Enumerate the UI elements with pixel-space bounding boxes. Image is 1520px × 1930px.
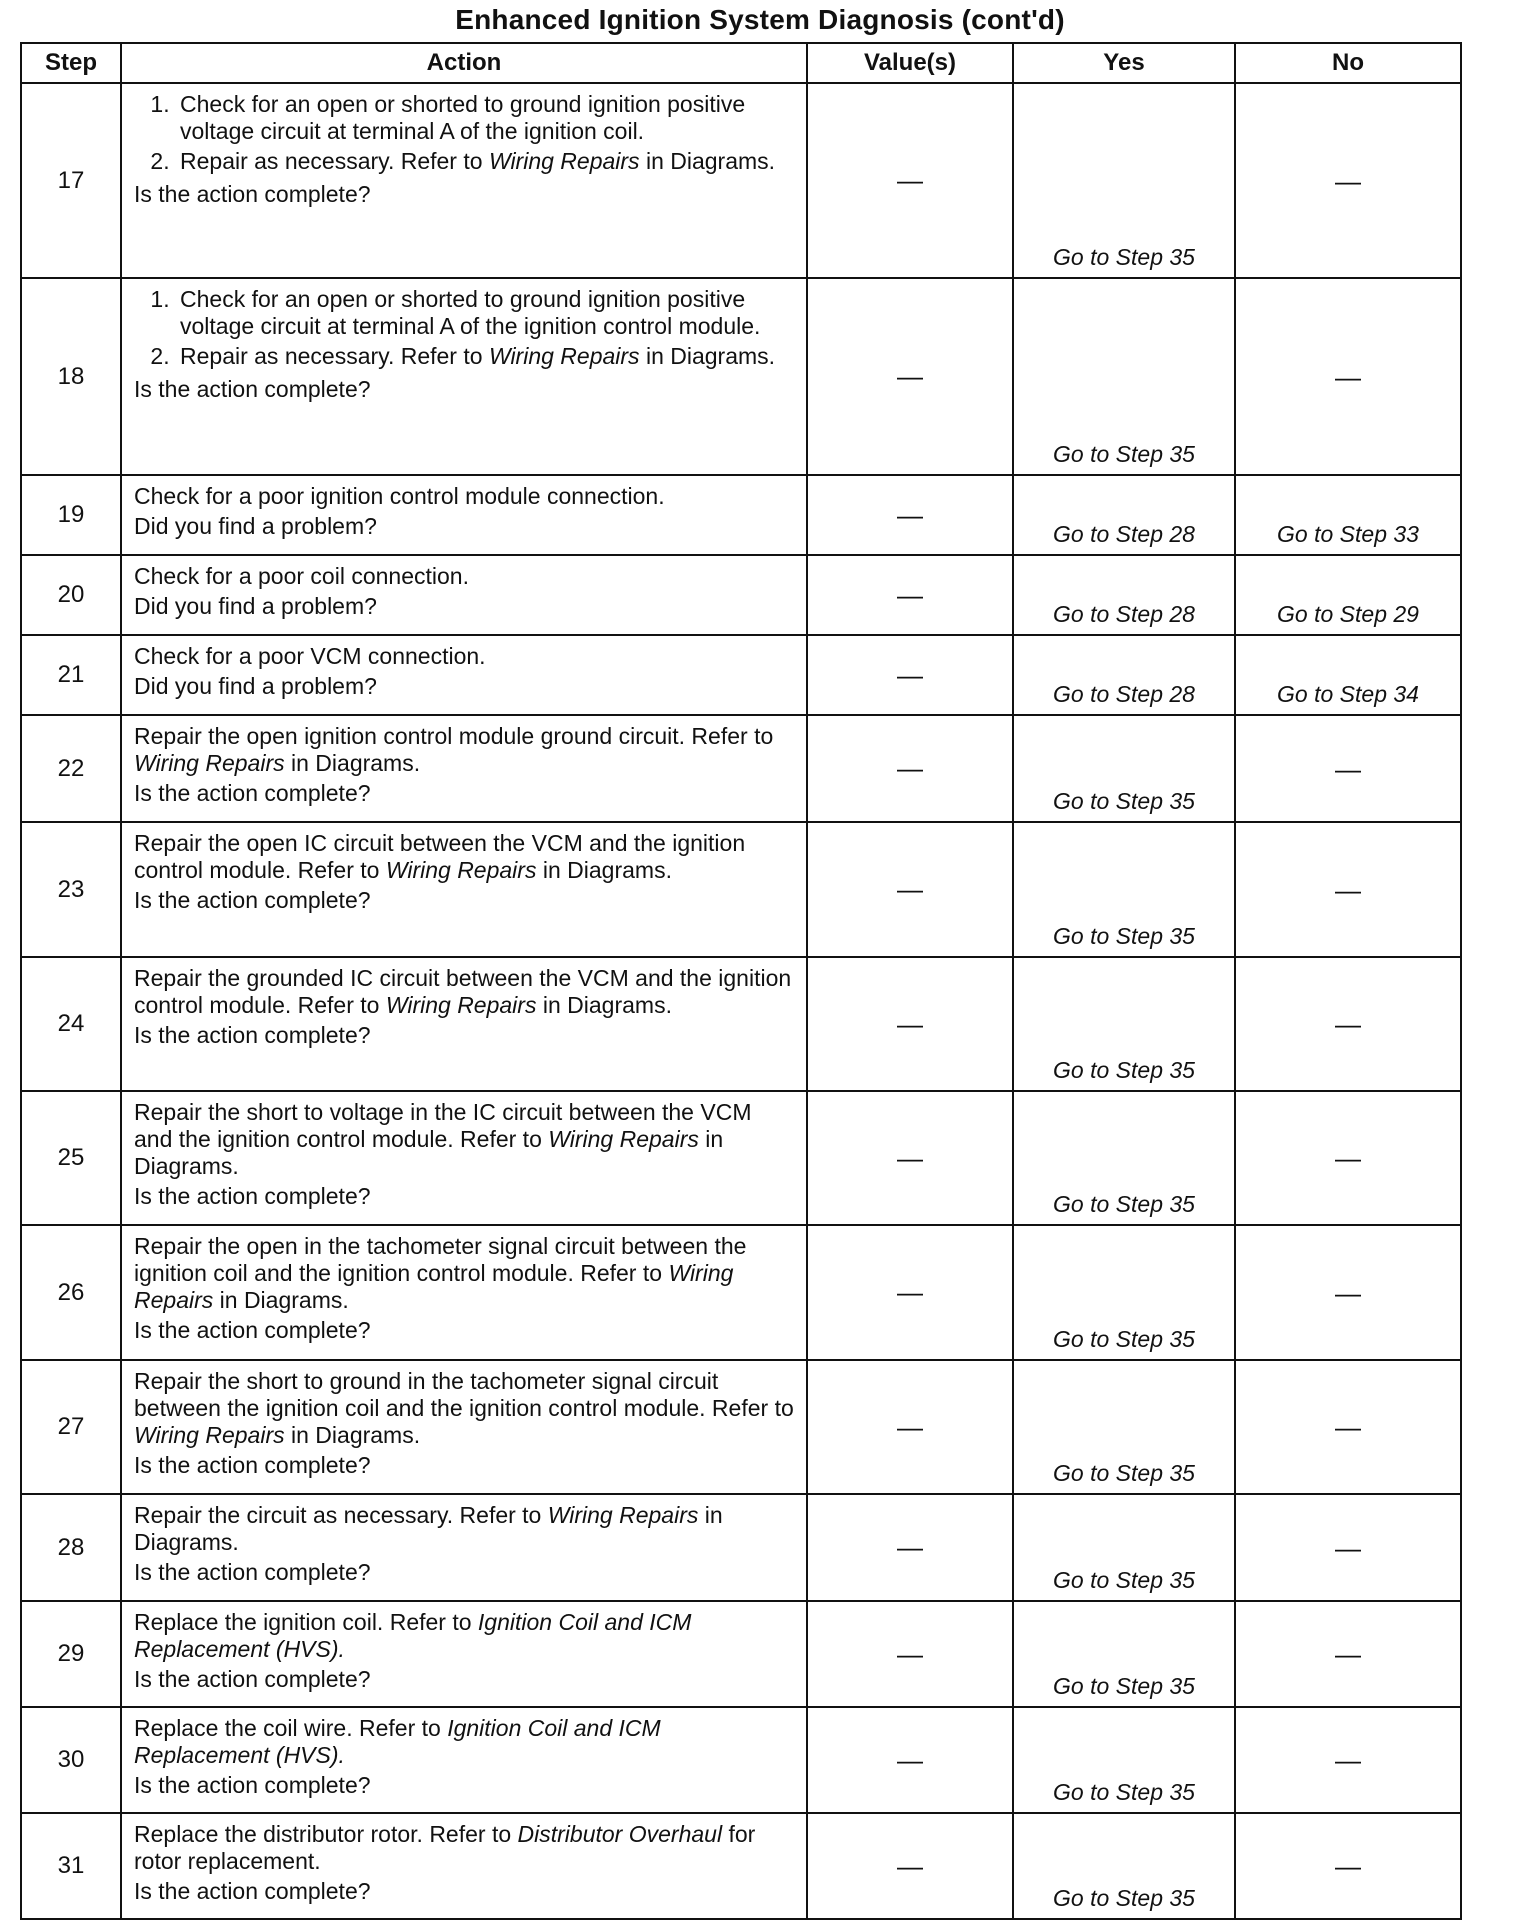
action-step-item [176, 286, 796, 340]
action-cell [121, 715, 807, 822]
action-cell [121, 1091, 807, 1225]
no-cell: — [1235, 957, 1461, 1091]
action-text [134, 723, 796, 777]
reference-link[interactable]: Wiring Repairs [547, 1502, 699, 1528]
action-text: Check for a poor coil connection. [134, 563, 469, 589]
table-row [21, 957, 1461, 1091]
action-text-part: in Diagrams. [284, 1422, 421, 1448]
action-text-part: Replace the coil wire. Refer to [134, 1715, 448, 1741]
table-row [21, 635, 1461, 715]
reference-link[interactable]: Wiring Repairs [134, 1260, 734, 1313]
step-number: 30 [21, 1707, 121, 1813]
no-cell: Go to Step 33 [1235, 475, 1461, 555]
value-cell: — [807, 1707, 1013, 1813]
yes-cell: Go to Step 28 [1013, 475, 1235, 555]
action-step-text: Repair as necessary. Refer to [180, 148, 489, 174]
yes-cell: Go to Step 35 [1013, 1601, 1235, 1707]
yes-cell: Go to Step 35 [1013, 822, 1235, 957]
step-number: 29 [21, 1601, 121, 1707]
no-cell: — [1235, 715, 1461, 822]
value-cell: — [807, 1225, 1013, 1360]
action-question: Is the action complete? [134, 1772, 371, 1798]
yes-cell: Go to Step 35 [1013, 1813, 1235, 1919]
step-number: 28 [21, 1494, 121, 1601]
action-cell [121, 1494, 807, 1601]
table-row [21, 278, 1461, 475]
action-text-part: Repair the open IC circuit between the VCM and the ignition control module. Refer to [134, 830, 746, 883]
value-cell: — [807, 957, 1013, 1091]
action-step-item [176, 148, 796, 175]
table-row [21, 822, 1461, 957]
no-cell: — [1235, 83, 1461, 278]
action-step-text: Check for an open or shorted to ground ignition positive voltage circuit at terminal A of the ignition control module. [180, 286, 761, 339]
reference-link[interactable]: Ignition Coil and ICM Replacement (HVS). [134, 1715, 661, 1768]
action-question: Did you find a problem? [134, 513, 377, 539]
yes-cell: Go to Step 35 [1013, 83, 1235, 278]
value-cell: — [807, 278, 1013, 475]
no-cell: Go to Step 34 [1235, 635, 1461, 715]
action-text [134, 1099, 796, 1180]
table-row [21, 83, 1461, 278]
value-cell: — [807, 1494, 1013, 1601]
header-row [21, 43, 1461, 83]
step-number: 18 [21, 278, 121, 475]
yes-cell: Go to Step 35 [1013, 1091, 1235, 1225]
action-text-part: in Diagrams. [134, 1502, 723, 1555]
action-text-part: Repair the circuit as necessary. Refer to [134, 1502, 548, 1528]
no-cell: — [1235, 1225, 1461, 1360]
action-question: Is the action complete? [134, 181, 371, 207]
action-step-text: in Diagrams. [639, 148, 776, 174]
value-cell: — [807, 1601, 1013, 1707]
header-values: Value(s) [807, 43, 1013, 83]
action-text [134, 965, 796, 1019]
action-cell [121, 1707, 807, 1813]
header-action: Action [121, 43, 807, 83]
action-text [134, 1233, 796, 1314]
table-row [21, 1360, 1461, 1494]
action-text [134, 1502, 796, 1556]
no-cell: — [1235, 1360, 1461, 1494]
no-cell: — [1235, 1091, 1461, 1225]
value-cell: — [807, 1813, 1013, 1919]
yes-cell: Go to Step 35 [1013, 1225, 1235, 1360]
table-row [21, 555, 1461, 635]
action-text [134, 830, 796, 884]
action-question: Is the action complete? [134, 1183, 371, 1209]
step-number: 24 [21, 957, 121, 1091]
action-question: Is the action complete? [134, 1022, 371, 1048]
reference-link[interactable]: Wiring Repairs [548, 1126, 699, 1152]
action-cell [121, 83, 807, 278]
step-number: 19 [21, 475, 121, 555]
action-step-text: in Diagrams. [639, 343, 776, 369]
table-row [21, 1601, 1461, 1707]
value-cell: — [807, 1091, 1013, 1225]
action-cell [121, 1601, 807, 1707]
reference-link[interactable]: Wiring Repairs [488, 148, 640, 174]
yes-cell: Go to Step 35 [1013, 715, 1235, 822]
action-step-item [176, 91, 796, 145]
action-question: Is the action complete? [134, 1452, 371, 1478]
action-step-text: Check for an open or shorted to ground ignition positive voltage circuit at terminal A of the ignition coil. [180, 91, 746, 144]
action-step-item [176, 343, 796, 370]
action-question: Did you find a problem? [134, 593, 377, 619]
step-number: 27 [21, 1360, 121, 1494]
step-number: 20 [21, 555, 121, 635]
action-question: Did you find a problem? [134, 673, 377, 699]
action-text [134, 1715, 796, 1769]
action-question: Is the action complete? [134, 1559, 371, 1585]
action-question: Is the action complete? [134, 887, 371, 913]
no-cell: — [1235, 822, 1461, 957]
action-cell [121, 475, 807, 555]
action-steps [134, 286, 796, 370]
action-text-part: Repair the grounded IC circuit between the VCM and the ignition control module. Refer to [134, 965, 792, 1018]
action-text-part: in Diagrams. [134, 1126, 724, 1179]
reference-link[interactable]: Ignition Coil and ICM Replacement (HVS). [134, 1609, 692, 1662]
step-number: 31 [21, 1813, 121, 1919]
yes-cell: Go to Step 28 [1013, 635, 1235, 715]
table-row [21, 1707, 1461, 1813]
step-number: 23 [21, 822, 121, 957]
action-text-part: Repair the open ignition control module ground circuit. Refer to [134, 723, 774, 749]
action-text-part: in Diagrams. [213, 1287, 349, 1313]
yes-cell: Go to Step 28 [1013, 555, 1235, 635]
no-cell: — [1235, 1601, 1461, 1707]
action-cell [121, 555, 807, 635]
table-row [21, 715, 1461, 822]
action-cell [121, 278, 807, 475]
value-cell: — [807, 635, 1013, 715]
action-text-part: Replace the ignition coil. Refer to [134, 1609, 478, 1635]
action-steps [134, 91, 796, 175]
action-text-part: in Diagrams. [284, 750, 421, 776]
reference-link[interactable]: Wiring Repairs [134, 1422, 285, 1448]
action-text-part: Repair the short to ground in the tachometer signal circuit between the ignition coil and the ignition control module. Refer to [134, 1368, 794, 1421]
value-cell: — [807, 1360, 1013, 1494]
table-row [21, 1494, 1461, 1601]
table-row [21, 475, 1461, 555]
action-cell [121, 635, 807, 715]
action-text-part: Repair the open in the tachometer signal circuit between the ignition coil and the ignition control module. Refer to [134, 1233, 747, 1286]
action-text-part: in Diagrams. [536, 857, 672, 883]
step-number: 22 [21, 715, 121, 822]
action-cell [121, 1813, 807, 1919]
action-text [134, 1609, 796, 1663]
no-cell: Go to Step 29 [1235, 555, 1461, 635]
action-cell [121, 822, 807, 957]
action-question: Is the action complete? [134, 1878, 371, 1904]
value-cell: — [807, 475, 1013, 555]
step-number: 17 [21, 83, 121, 278]
action-text: Check for a poor ignition control module connection. [134, 483, 665, 509]
action-question: Is the action complete? [134, 780, 371, 806]
action-text-part: Replace the distributor rotor. Refer to [134, 1821, 518, 1847]
yes-cell: Go to Step 35 [1013, 1707, 1235, 1813]
step-number: 25 [21, 1091, 121, 1225]
action-text-part: Repair the short to voltage in the IC circuit between the VCM and the ignition control module. Refer to [134, 1099, 752, 1152]
diagnosis-table [20, 42, 1462, 1920]
table-row [21, 1813, 1461, 1919]
no-cell: — [1235, 1494, 1461, 1601]
action-cell [121, 957, 807, 1091]
action-text-part: for rotor replacement. [134, 1821, 756, 1874]
value-cell: — [807, 555, 1013, 635]
action-text [134, 1368, 796, 1449]
yes-cell: Go to Step 35 [1013, 1494, 1235, 1601]
page-title: Enhanced Ignition System Diagnosis (cont'd) [455, 4, 1065, 35]
reference-link[interactable]: Wiring Repairs [134, 750, 285, 776]
no-cell: — [1235, 1813, 1461, 1919]
yes-cell: Go to Step 35 [1013, 1360, 1235, 1494]
action-text [134, 1821, 796, 1875]
action-text-part: in Diagrams. [536, 992, 672, 1018]
action-question: Is the action complete? [134, 1666, 371, 1692]
action-text: Check for a poor VCM connection. [134, 643, 486, 669]
header-yes: Yes [1013, 43, 1235, 83]
reference-link[interactable]: Wiring Repairs [385, 992, 537, 1018]
action-question: Is the action complete? [134, 376, 371, 402]
yes-cell: Go to Step 35 [1013, 957, 1235, 1091]
table-row [21, 1091, 1461, 1225]
table-row [21, 1225, 1461, 1360]
step-number: 21 [21, 635, 121, 715]
action-cell [121, 1360, 807, 1494]
value-cell: — [807, 715, 1013, 822]
no-cell: — [1235, 1707, 1461, 1813]
step-number: 26 [21, 1225, 121, 1360]
reference-link[interactable]: Wiring Repairs [385, 857, 537, 883]
value-cell: — [807, 83, 1013, 278]
value-cell: — [807, 822, 1013, 957]
reference-link[interactable]: Wiring Repairs [488, 343, 640, 369]
no-cell: — [1235, 278, 1461, 475]
reference-link[interactable]: Distributor Overhaul [517, 1821, 723, 1847]
header-step: Step [21, 43, 121, 83]
action-question: Is the action complete? [134, 1317, 371, 1343]
action-cell [121, 1225, 807, 1360]
header-no: No [1235, 43, 1461, 83]
yes-cell: Go to Step 35 [1013, 278, 1235, 475]
action-step-text: Repair as necessary. Refer to [180, 343, 489, 369]
